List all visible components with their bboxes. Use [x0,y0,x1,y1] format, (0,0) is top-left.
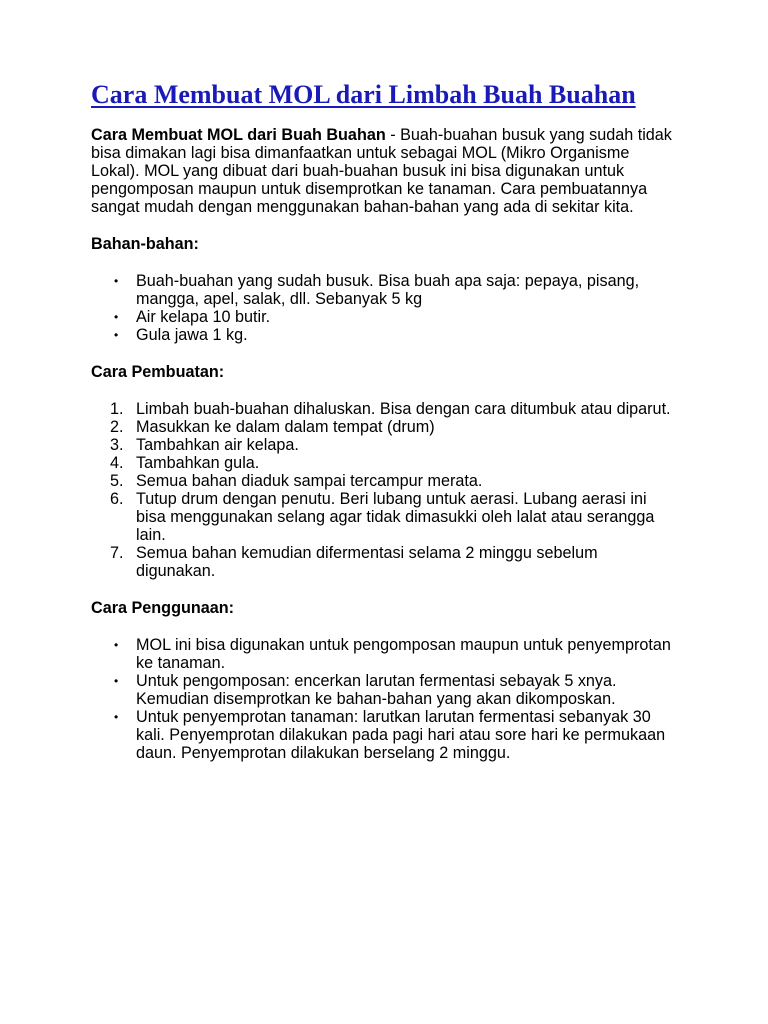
step-text: Semua bahan diaduk sampai tercampur merata. [136,472,483,490]
intro-text: - Buah-buahan busuk yang sudah tidak bisa dimakan lagi bisa dimanfaatkan untuk sebagai MOL (Mikro Organisme Lokal). MOL yang dibuat dari buah-buahan busuk ini bisa digunakan untuk pengomposan maupun untuk disemprotkan ke tanaman. Cara pembuatannya sangat mudah dengan menggunakan bahan-bahan yang ada di sekitar kita. [91,126,672,216]
step-text: Semua bahan kemudian difermentasi selama 2 minggu sebelum digunakan. [136,544,598,580]
list-item [114,708,676,762]
bullet-icon: • [114,328,119,342]
list-item-text: Untuk pengomposan: encerkan larutan fermentasi sebayak 5 xnya. Kemudian disemprotkan ke bahan-bahan yang akan dikomposkan. [136,672,617,708]
step-text: Tambahkan gula. [136,454,260,472]
list-item-text: MOL ini bisa digunakan untuk pengomposan maupun untuk penyemprotan ke tanaman. [136,636,671,672]
step-item [110,436,676,454]
step-number: 3. [110,436,124,454]
step-item [110,454,676,472]
step-number: 2. [110,418,124,436]
list-item [114,636,676,672]
step-text: Limbah buah-buahan dihaluskan. Bisa dengan cara ditumbuk atau diparut. [136,400,671,418]
section-heading-bahan: Bahan-bahan: [91,235,199,253]
step-item [110,490,676,544]
list-item-text: Buah-buahan yang sudah busuk. Bisa buah apa saja: pepaya, pisang, mangga, apel, salak, dll. Sebanyak 5 kg [136,272,640,308]
section-heading-penggunaan: Cara Penggunaan: [91,599,235,617]
bullet-icon: • [114,710,119,724]
step-item [110,472,676,490]
bullet-icon: • [114,274,119,288]
bullet-icon: • [114,310,119,324]
step-text: Tambahkan air kelapa. [136,436,299,454]
list-item [114,272,676,308]
intro-lead: Cara Membuat MOL dari Buah Buahan [91,126,386,144]
penggunaan-list [91,636,676,762]
bahan-list [91,272,676,344]
step-number: 6. [110,490,124,508]
list-item [114,308,676,326]
step-number: 4. [110,454,124,472]
step-item [110,400,676,418]
pembuatan-steps [91,400,676,580]
list-item [114,672,676,708]
step-item [110,544,676,580]
bullet-icon: • [114,638,119,652]
list-item-text: Gula jawa 1 kg. [136,326,248,344]
step-text: Tutup drum dengan penutu. Beri lubang untuk aerasi. Lubang aerasi ini bisa menggunakan selang agar tidak dimasukki oleh lalat atau serangga lain. [136,490,655,544]
list-item-text: Air kelapa 10 butir. [136,308,271,326]
article-title-link[interactable]: Cara Membuat MOL dari Limbah Buah Buahan [91,80,636,109]
step-number: 1. [110,400,124,418]
list-item [114,326,676,344]
step-number: 7. [110,544,124,562]
intro-paragraph [91,126,676,216]
step-number: 5. [110,472,124,490]
bullet-icon: • [114,674,119,688]
list-item-text: Untuk penyemprotan tanaman: larutkan larutan fermentasi sebanyak 30 kali. Penyemprotan dilakukan pada pagi hari atau sore hari ke permukaan daun. Penyemprotan dilakukan berselang 2 minggu. [136,708,666,762]
step-item [110,418,676,436]
section-heading-pembuatan: Cara Pembuatan: [91,363,225,381]
step-text: Masukkan ke dalam dalam tempat (drum) [136,418,435,436]
